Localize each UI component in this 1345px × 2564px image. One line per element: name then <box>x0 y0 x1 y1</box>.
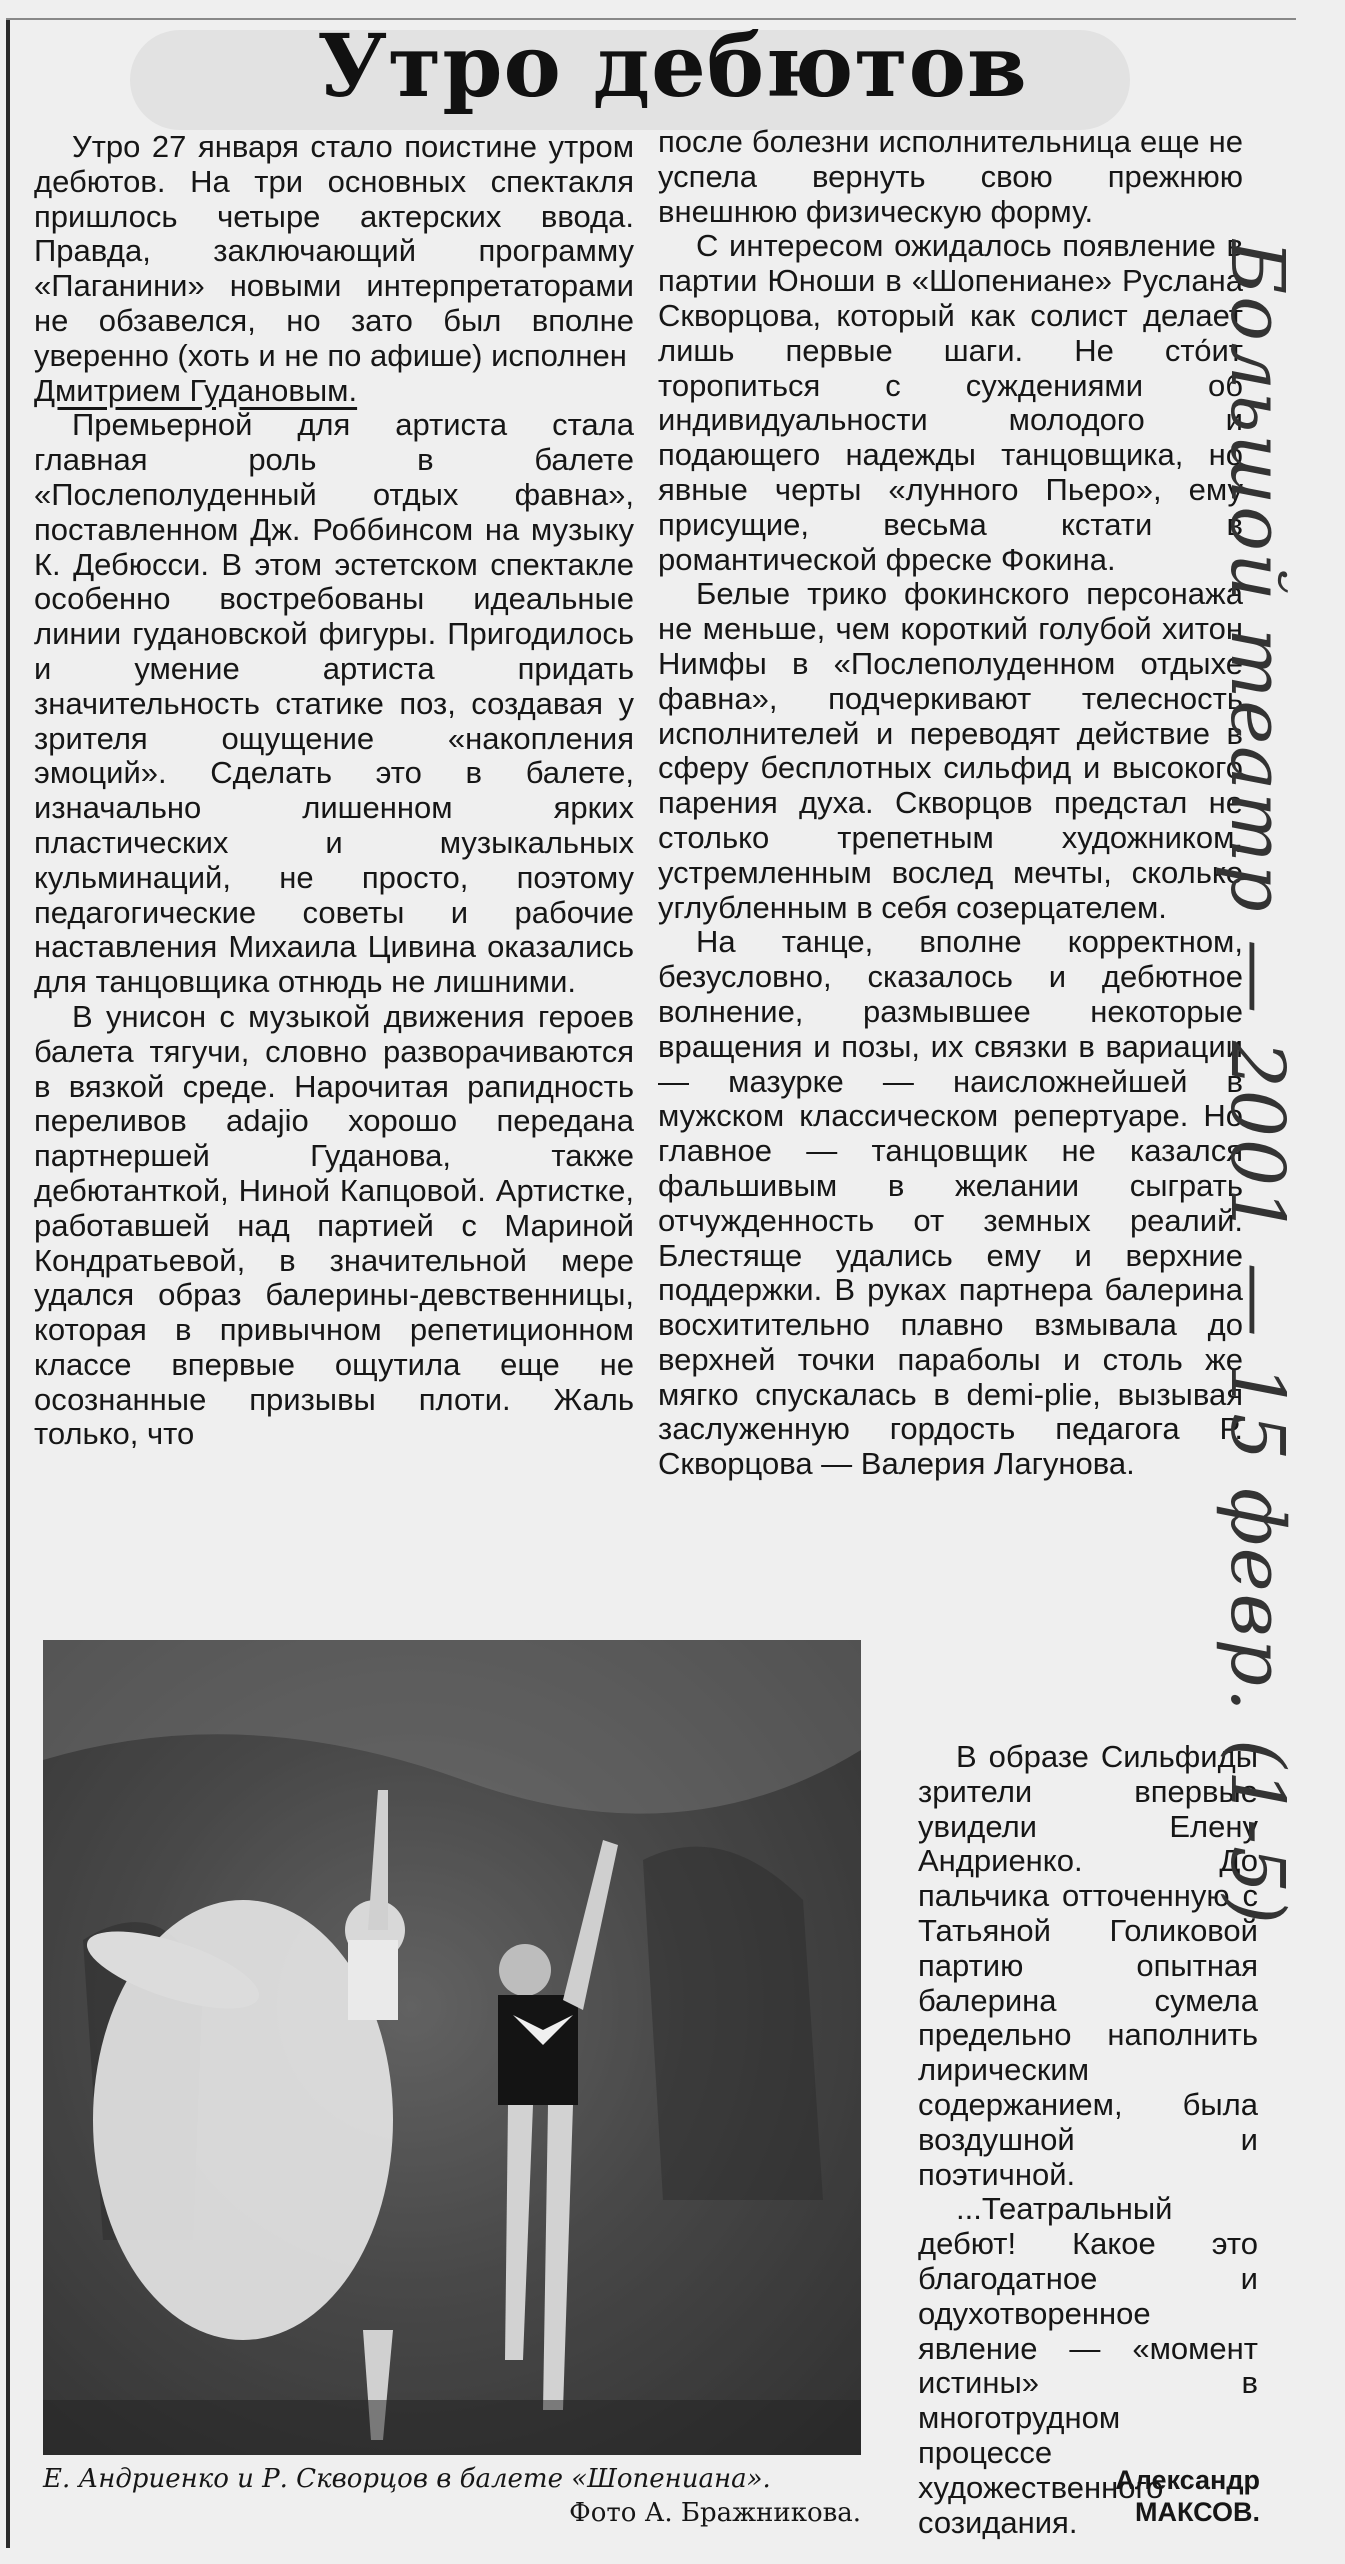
caption-text: Е. Андриенко и Р. Скворцов в балете «Шопениана». <box>43 2464 771 2494</box>
article-column-1 <box>34 130 634 1452</box>
clipping-edge <box>6 18 10 2548</box>
handwritten-note: Большой театр — 2001 — 15 февр. (1-5) <box>1214 240 1300 1926</box>
paragraph: Премьерной для артиста стала главная роль в балете «Послеполуденный отдых фавна», поставленном Дж. Роббинсом на музыку К. Дебюсси. В этом эстетском спектакле особенно востребованы идеальные линии гудановской фигуры. Пригодилось и умение артиста придать значительность статике поз, создавая у зрителя ощущение «накопления эмоций». Сделать это в балете, изначально лишенном ярких пластических и музыкальных кульминаций, не просто, поэтому педагогические советы и рабочие наставления Михаила Цивина оказались для танцовщика отнюдь не лишними. <box>34 407 634 1000</box>
author-first-name: Александр <box>1115 2465 1260 2495</box>
article-column-2 <box>658 125 1243 1482</box>
paragraph: Утро 27 января стало поистине утром дебютов. На три основных спектакля пришлось четыре актерских ввода. Правда, заключающий программу «Паганини» новыми интерпретаторами не обзавелся, но зато был вполне уверенно (хоть и не по афише) исполнен <box>34 129 634 373</box>
ballet-photo-drawing <box>43 1640 861 2455</box>
photo-caption <box>43 2462 861 2530</box>
paragraph: В образе Сильфиды зрители впервые увидели Елену Андриенко. До пальчика отточенную с Татьяной Голиковой партию опытная балерина сумела предельно наполнить лирическим содержанием, была воздушной и поэтичной. <box>918 1739 1258 2192</box>
article-column-3 <box>918 1740 1258 2540</box>
author-last-name: МАКСОВ. <box>1135 2497 1260 2527</box>
paragraph: С интересом ожидалось появление в партии Юноши в «Шопениане» Руслана Скворцова, который как солист делает лишь первые шаги. Не сто́ит торопиться с суждениями об индивидуальности молодого и подающего надежды танцовщика, но явные черты «лунного Пьеро», ему присущие, весьма кстати в романтической фреске Фокина. <box>658 228 1243 577</box>
paragraph: В унисон с музыкой движения героев балета тягучи, словно разворачиваются в вязкой среде. Нарочитая рапидность переливов adajio хорошо передана партнершей Гуданова, также дебютанткой, Ниной Капцовой. Артистке, работавшей над партией с Мариной Кондратьевой, в значительной мере удался образ балерины-девственницы, которая в привычном репетиционном классе впервые ощутила еще не осознанные призывы плоти. Жаль только, что <box>34 998 634 1452</box>
ballet-photo <box>43 1640 861 2455</box>
photo-credit: Фото А. Бражникова. <box>569 2498 861 2528</box>
author-signature <box>1000 2464 1260 2528</box>
paragraph: Белые трико фокинского персонажа не меньше, чем короткий голубой хитон Нимфы в «Послеполуденном отдыхе фавна», подчеркивают телесность исполнителей и переводят действие в сферу бесплотных сильфид и высокого парения духа. Скворцов предстал не столько трепетным художником, устремленным вослед мечты, сколько углубленным в себя созерцателем. <box>658 576 1243 925</box>
article-headline: Утро дебютов <box>317 16 1028 117</box>
paragraph: ...Театральный дебют! Какое это благодатное и одухотворенное явление — «момент истины» в многотрудном процессе художественного созидания. <box>918 2191 1258 2540</box>
paragraph: На танце, вполне корректном, безусловно, сказалось и дебютное волнение, размывшее некоторые вращения и позы, их связки в вариации — мазурке — наисложнейшей в мужском классическом репертуаре. Но главное — танцовщик не казался фальшивым в желании сыграть отчужденность от земных реалий. Блестяще удались ему и верхние поддержки. В руках партнера балерина восхитительно плавно взмывала до верхней точки параболы и столь же мягко спускалась в demi-plie, вызывая заслуженную гордость педагога Р. Скворцова — Валерия Лагунова. <box>658 924 1243 1482</box>
underlined-name: Дмитрием Гудановым. <box>34 372 358 408</box>
paragraph: после болезни исполнительница еще не успела вернуть свою прежнюю внешнюю физическую форму. <box>658 124 1243 229</box>
